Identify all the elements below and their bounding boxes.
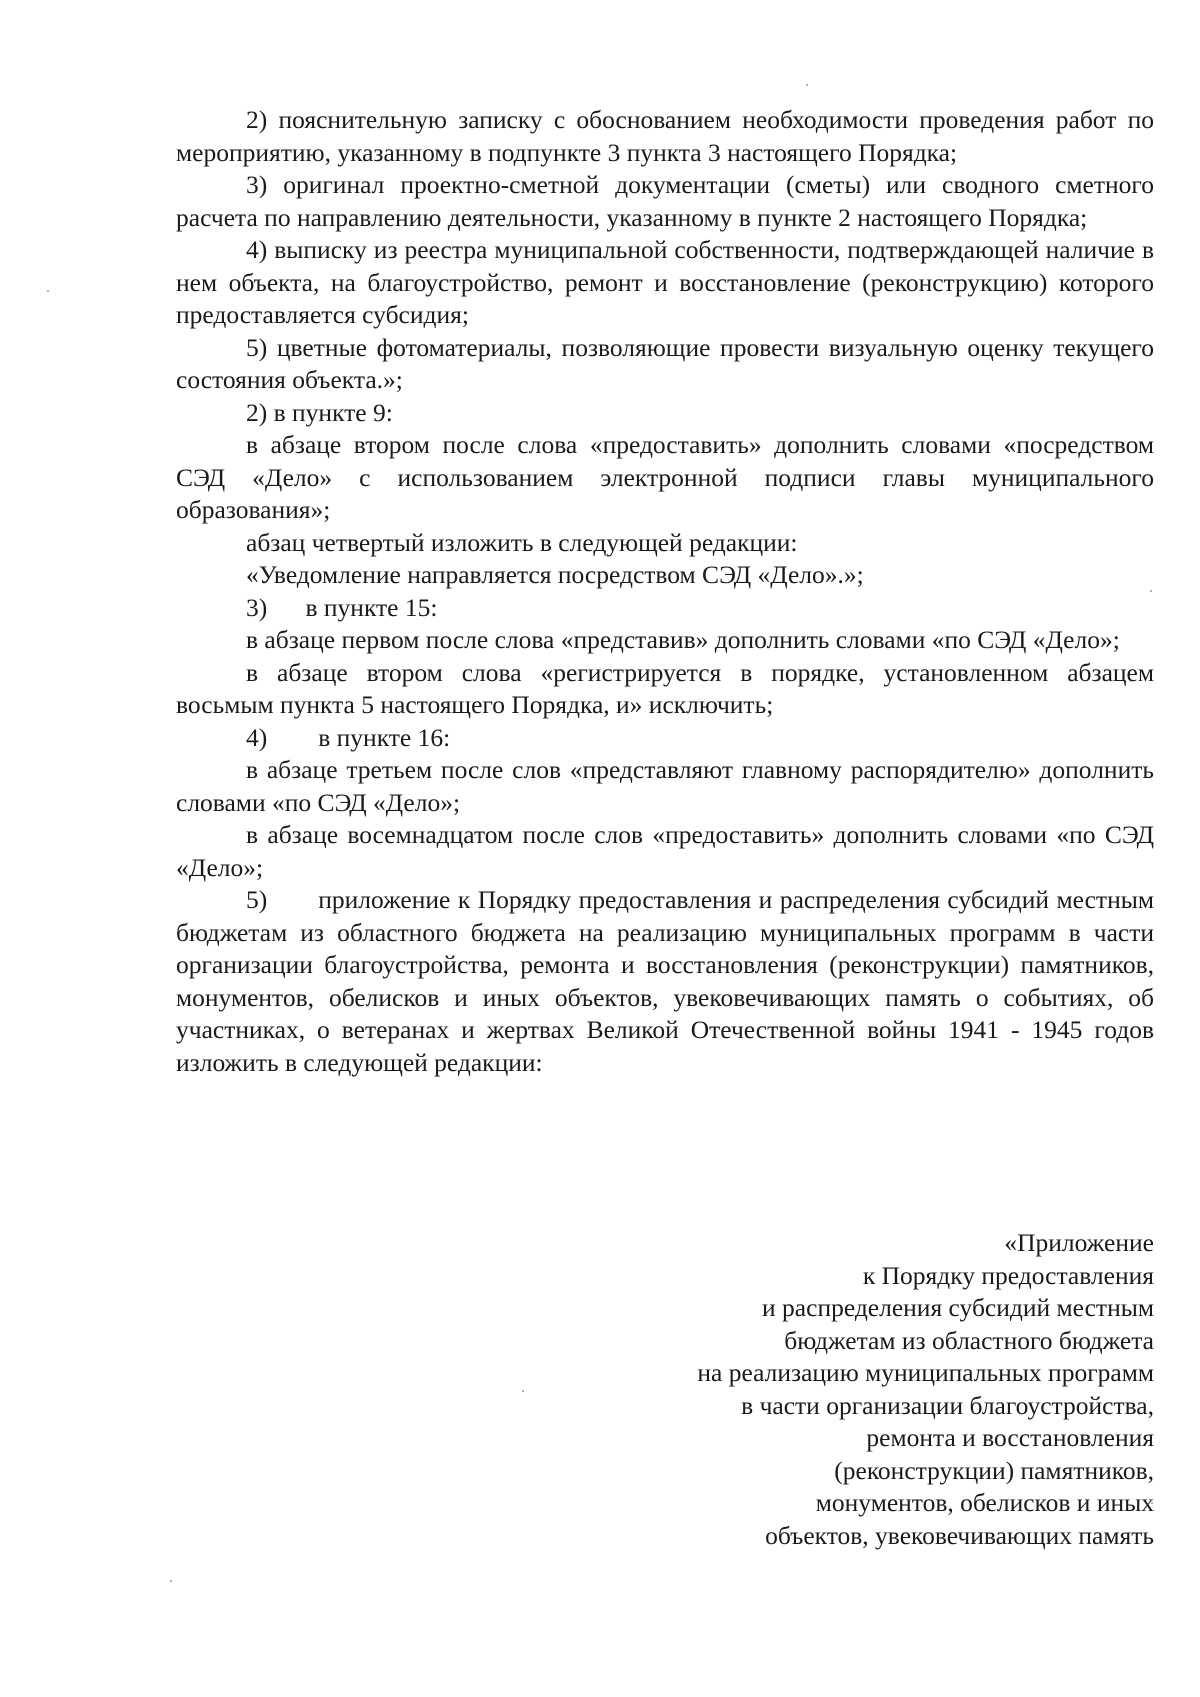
paragraph-item-4: 4) в пункте 16: bbox=[246, 722, 451, 752]
appendix-line: на реализацию муниципальных программ bbox=[697, 1358, 1154, 1387]
paragraph-design-estimate: 3) оригинал проектно-сметной документации (сметы) или сводного сметного расчета по направлению деятельности, указанному в пункте 2 настоящего Порядка; bbox=[176, 170, 1154, 232]
scan-speck bbox=[170, 1580, 172, 1582]
paragraph-item-3-abzac-2: в абзаце втором слова «регистрируется в порядке, установленном абзацем восьмым пункта 5 настоящего Порядка, и» исключить; bbox=[176, 657, 1154, 719]
appendix-line: бюджетам из областного бюджета bbox=[784, 1325, 1154, 1355]
paragraph-item-3-abzac-1: в абзаце первом после слова «представив» дополнить словами «по СЭД «Дело»; bbox=[246, 625, 1120, 654]
paragraph-photo-materials: 5) цветные фотоматериалы, позволяющие провести визуальную оценку текущего состояния объекта.»; bbox=[176, 332, 1154, 394]
paragraph-notification: «Уведомление направляется посредством СЭД «Дело».»; bbox=[246, 560, 864, 589]
appendix-line: ремонта и восстановления bbox=[866, 1423, 1154, 1452]
paragraph-item-4-abzac-3: в абзаце третьем после слов «представляют главному распорядителю» дополнить словами «по СЭД «Дело»; bbox=[176, 755, 1154, 817]
paragraph-item-2: 2) в пункте 9: bbox=[246, 397, 393, 427]
paragraph-explanatory-note: 2) пояснительную записку с обоснованием необходимости проведения работ по мероприятию, указанному в подпункте 3 пункта 3 настоящего Порядка; bbox=[176, 105, 1154, 167]
paragraph-item-2-abzac-4: абзац четвертый изложить в следующей редакции: bbox=[246, 527, 798, 557]
paragraph-registry-extract: 4) выписку из реестра муниципальной собственности, подтверждающей наличие в нем объекта, на благоустройство, ремонт и восстановление (реконструкцию) которого предоставляется субсидия; bbox=[176, 235, 1154, 329]
appendix-line: и распределения субсидий местным bbox=[762, 1293, 1154, 1322]
appendix-line: объектов, увековечивающих память bbox=[765, 1520, 1154, 1550]
appendix-line: к Порядку предоставления bbox=[862, 1260, 1154, 1290]
paragraph-item-3: 3) в пункте 15: bbox=[246, 592, 438, 622]
paragraph-item-5: 5) приложение к Порядку предоставления и распределения субсидий местным бюджетам из областного бюджета на реализацию муниципальных программ в части организации благоустройства, ремонта и восстановления (реконструкции) памятников, монументов, обелисков и иных объектов, увековечивающих память о событиях, об участниках, о ветеранах и жертвах Великой Отечественной войны 1941 - 1945 годов изложить в следующей редакции: bbox=[176, 885, 1154, 1077]
appendix-line: монументов, обелисков и иных bbox=[815, 1488, 1154, 1517]
scan-speck bbox=[806, 84, 808, 86]
scan-speck bbox=[522, 1390, 524, 1392]
appendix-line: (реконструкции) памятников, bbox=[834, 1455, 1154, 1485]
document-body bbox=[176, 104, 1154, 1079]
appendix-line: в части организации благоустройства, bbox=[741, 1390, 1154, 1420]
paragraph-item-4-abzac-18: в абзаце восемнадцатом после слов «предоставить» дополнить словами «по СЭД «Дело»; bbox=[176, 820, 1154, 882]
scan-speck bbox=[47, 290, 49, 292]
paragraph-item-2-abzac-2: в абзаце втором после слова «предоставить» дополнить словами «посредством СЭД «Дело» с использованием электронной подписи главы муниципального образования»; bbox=[176, 430, 1154, 524]
appendix-header bbox=[594, 1227, 1154, 1552]
appendix-line: «Приложение bbox=[1004, 1228, 1154, 1257]
